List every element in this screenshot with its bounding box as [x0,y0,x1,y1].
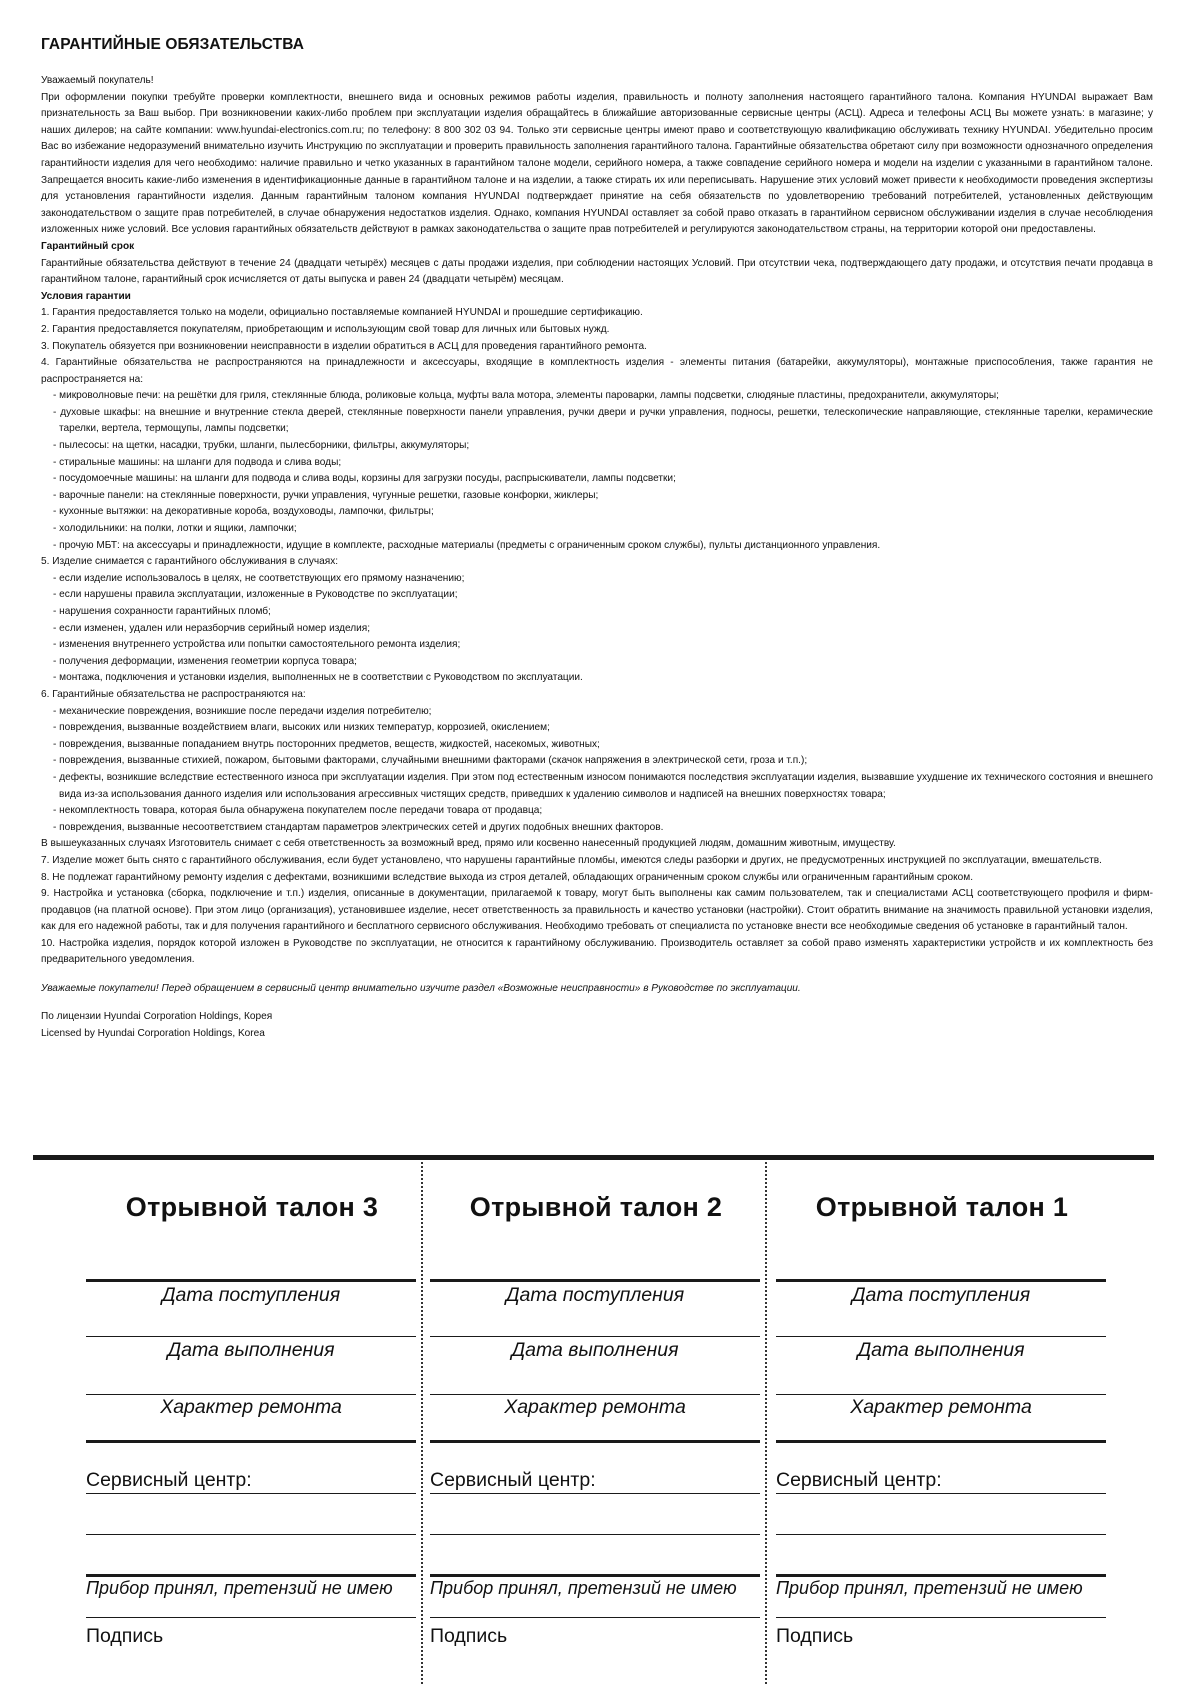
divider [86,1574,416,1577]
warranty-document [41,36,1153,1042]
signature-label: Подпись [86,1625,164,1647]
condition-4-item: - духовые шкафы: на внешние и внутренние стекла дверей, стеклянные поверхности панели управления, ручки двери и ручки управления, подносы, решетки, телескопические направляющие, стеклянные тарелки, керамические тарелки, вертела, термощупы, лампы подсветки; [53,406,1153,435]
divider [86,1440,416,1443]
divider [776,1617,1106,1618]
condition-6-item: - дефекты, возникшие вследствие естественного износа при эксплуатации изделия. При этом под естественным износом понимаются последствия эксплуатации изделия, вызвавшие ухудшение их технического состояния и внешнего вида из-за использования данного изделия или использования агрессивных чистящих средств, приведших к удалению символов и надписей на внешних поверхностях товара; [53,771,1153,800]
condition-6-item: - повреждения, вызванные стихией, пожаром, бытовыми факторами, случайными внешними факторами (скачок напряжения в электрической сети, гроза и т.п.); [53,755,808,767]
signature-label: Подпись [776,1625,854,1647]
tear-off-top-rule [33,1155,1154,1160]
condition-6: 6. Гарантийные обязательства не распространяются на: [41,688,306,700]
condition-3: 3. Покупатель обязуется при возникновении неисправности в изделии обратиться в АСЦ для проведения гарантийного ремонта. [41,340,647,352]
date-received-label: Дата поступления [505,1284,685,1306]
condition-4: 4. Гарантийные обязательства не распространяются на принадлежности и аксессуары, входящие в комплектность изделия - элементы питания (батарейки, аккумуляторы), монтажные приспособления, также гарантия не распространяется на: [41,357,1153,385]
accepted-label: Прибор принял, претензий не имею [86,1578,393,1598]
divider [430,1394,760,1395]
condition-6-item: - повреждения, вызванные несоответствием стандартам параметров электрических сетей и других подобных внешних факторов. [53,821,664,833]
condition-4-item: - микроволновые печи: на решётки для гриля, стеклянные блюда, роликовые кольца, муфты вала мотора, элементы пароварки, лампы подсветки, слюдяные пластины, предохранители, аккумуляторы; [53,390,999,402]
condition-5-item: - если нарушены правила эксплуатации, изложенные в Руководстве по эксплуатации; [53,589,458,601]
condition-10: 10. Настройка изделия, порядок которой изложен в Руководстве по эксплуатации, не относится к гарантийному обслуживанию. Производитель оставляет за собой право изменять характеристики устройств и их комплектность без предварительного уведомления. [41,937,1153,966]
condition-7: 7. Изделие может быть снято с гарантийного обслуживания, если будет установлено, что нарушены гарантийные пломбы, имеются следы разборки и других, не предусмотренных инструкцией по эксплуатации, вмешательств. [41,854,1102,866]
date-completed-label: Дата выполнения [511,1339,679,1361]
tear-line-1 [421,1162,423,1684]
divider [776,1534,1106,1535]
divider [86,1617,416,1618]
condition-5-item: - если изменен, удален или неразборчив серийный номер изделия; [53,622,371,634]
divider [86,1279,416,1282]
divider [430,1440,760,1443]
divider [86,1534,416,1535]
service-center-label: Сервисный центр: [86,1469,252,1491]
condition-4-item: - стиральные машины: на шланги для подвода и слива воды; [53,456,342,468]
condition-6-item: - повреждения, вызванные воздействием влаги, высоких или низких температур, коррозией, окислением; [53,722,550,734]
condition-1: 1. Гарантия предоставляется только на модели, официально поставляемые компанией HYUNDAI и прошедшие сертификацию. [41,307,643,319]
divider [430,1336,760,1337]
accepted-label: Прибор принял, претензий не имею [430,1578,737,1598]
divider [86,1493,416,1494]
customer-notice: Уважаемые покупатели! Перед обращением в сервисный центр внимательно изучите раздел «Возможные неисправности» в Руководстве по эксплуатации. [41,983,801,995]
condition-4-item: - кухонные вытяжки: на декоративные короба, воздуховоды, лампочки, фильтры; [53,506,434,518]
divider [776,1336,1106,1337]
divider [430,1493,760,1494]
coupon-title: Отрывной талон 2 [469,1192,723,1222]
divider [86,1394,416,1395]
divider [86,1336,416,1337]
intro-paragraph: При оформлении покупки требуйте проверки комплектности, внешнего вида и основных режимов работы изделия, правильность и полноту заполнения настоящего гарантийного талона. Компания HYUNDAI выражает Вам признательность за Ваш выбор. При возникновении каких-либо проблем при эксплуатации изделия обращайтесь в ближайшие авторизованные сервисные центры (АСЦ). Адреса и телефоны АСЦ Вы можете узнать: в магазине; у наших дилеров; на сайте компании: www.hyundai-electronics.com.ru; по телефону: 8 800 302 03 94. Только эти сервисные центры имеют право и соответствующую квалификацию обслуживать технику HYUNDAI. Убедительно просим Вас во избежание недоразумений внимательно изучить Инструкцию по эксплуатации и проверить правильность заполнения гарантийного талона. Гарантийные обязательства обретают силу при возможности однозначного определения гарантийности изделия для чего необходимо: наличие правильно и четко указанных в гарантийном талоне модели, серийного номера, а также совпадение серийного номера и модели на изделии с указанными в гарантийном талоне. Запрещается вносить какие-либо изменения в идентификационные данные в гарантийном талоне и на изделии, а также стирать их или переписывать. Нарушение этих условий может привести к необходимости проведения экспертизы для установления гарантийности изделия. Данным гарантийным талоном компания HYUNDAI подтверждает принятие на себя обязательств по удовлетворению требований потребителей, установленных действующим законодательством о защите прав потребителей, в случае обнаружения недостатков изделия. Однако, компания HYUNDAI оставляет за собой право отказать в гарантийном сервисном обслуживании изделия в случае несоблюдения изложенных ниже условий. Все условия гарантийных обязательств действуют в рамках законодательства о защите прав потребителей и регулируются законодательством страны, на территории которой они предоставлены. [41,91,1153,236]
condition-5-item: - монтажа, подключения и установки изделия, выполненных не в соответствии с Руководством по эксплуатации. [53,672,583,684]
coupon-title: Отрывной талон 3 [125,1192,379,1222]
condition-4-item: - пылесосы: на щетки, насадки, трубки, шланги, пылесборники, фильтры, аккумуляторы; [53,440,470,452]
condition-5: 5. Изделие снимается с гарантийного обслуживания в случаях: [41,556,339,568]
divider [430,1534,760,1535]
warranty-period-text: Гарантийные обязательства действуют в течение 24 (двадцати четырёх) месяцев с даты продажи изделия, при соблюдении настоящих Условий. При отсутствии чека, подтверждающего дату продажи, и отсутствия печати продавца в гарантийном талоне, гарантийный срок исчисляется от даты выпуска и равен 24 (двадцати четырём) месяцам. [41,257,1153,286]
divider [776,1574,1106,1577]
accepted-label: Прибор принял, претензий не имею [776,1578,1083,1598]
document-title: ГАРАНТИЙНЫЕ ОБЯЗАТЕЛЬСТВА [41,36,305,53]
divider [776,1394,1106,1395]
date-received-label: Дата поступления [161,1284,341,1306]
divider [776,1493,1106,1494]
repair-type-label: Характер ремонта [504,1396,686,1418]
license-en: Licensed by Hyundai Corporation Holdings, Korea [41,1028,265,1040]
signature-label: Подпись [430,1625,508,1647]
coupon-title: Отрывной талон 1 [815,1192,1069,1222]
divider [430,1617,760,1618]
tear-line-2 [765,1162,767,1684]
condition-5-item: - получения деформации, изменения геометрии корпуса товара; [53,655,357,667]
divider [430,1279,760,1282]
service-center-label: Сервисный центр: [430,1469,596,1491]
condition-8: 8. Не подлежат гарантийному ремонту изделия с дефектами, возникшими вследствие выхода из строя деталей, обладающих ограниченным сроком службы или ограниченным гарантийным сроком. [41,871,974,883]
divider [776,1279,1106,1282]
service-center-label: Сервисный центр: [776,1469,942,1491]
condition-4-item: - прочую МБТ: на аксессуары и принадлежности, идущие в комплекте, расходные материалы (предметы с ограниченным сроком службы), пульты дистанционного управления. [53,539,881,551]
liability-text: В вышеуказанных случаях Изготовитель снимает с себя ответственность за возможный вред, прямо или косвенно нанесенный продукцией людям, домашним животным, имуществу. [41,838,896,850]
greeting: Уважаемый покупатель! [41,75,154,86]
license-ru: По лицензии Hyundai Corporation Holdings, Корея [41,1011,273,1023]
date-received-label: Дата поступления [851,1284,1031,1306]
condition-6-item: - повреждения, вызванные попаданием внутрь посторонних предметов, веществ, жидкостей, насекомых, животных; [53,738,600,750]
repair-type-label: Характер ремонта [850,1396,1032,1418]
condition-4-item: - варочные панели: на стеклянные поверхности, ручки управления, чугунные решетки, газовые конфорки, жиклеры; [53,489,599,501]
conditions-heading: Условия гарантии [41,290,131,302]
condition-6-item: - некомплектность товара, которая была обнаружена покупателем после передачи товара от продавца; [53,805,543,817]
condition-5-item: - если изделие использовалось в целях, не соответствующих его прямому назначению; [53,572,465,584]
date-completed-label: Дата выполнения [857,1339,1025,1361]
repair-type-label: Характер ремонта [160,1396,342,1418]
warranty-period-heading: Гарантийный срок [41,240,135,252]
document-body [41,73,1153,969]
condition-6-item: - механические повреждения, возникшие после передачи изделия потребителю; [53,705,432,717]
divider [776,1440,1106,1443]
condition-4-item: - посудомоечные машины: на шланги для подвода и слива воды, корзины для загрузки посуды, распрыскиватели, лампы подсветки; [53,473,676,485]
condition-4-item: - холодильники: на полки, лотки и ящики, лампочки; [53,523,297,535]
license-block [41,1008,1153,1042]
condition-2: 2. Гарантия предоставляется покупателям, приобретающим и использующим свой товар для личных или бытовых нужд. [41,323,610,335]
divider [430,1574,760,1577]
condition-9: 9. Настройка и установка (сборка, подключение и т.п.) изделия, описанные в документации, прилагаемой к товару, могут быть выполнены как самим пользователем, так и специалистами АСЦ соответствующего профиля и фирм-продавцов (на платной основе). При этом лицо (организация), установившее изделие, несет ответственность за правильность и качество установки (настройки). Стоит обратить внимание на значимость правильной установки изделия, как для его надежной работы, так и для получения гарантийного и бесплатного сервисного обслуживания. Необходимо требовать от специалиста по установке внести все необходимые сведения об установке в гарантийный талон. [41,888,1153,933]
date-completed-label: Дата выполнения [167,1339,335,1361]
condition-5-item: - изменения внутреннего устройства или попытки самостоятельного ремонта изделия; [53,639,461,651]
condition-5-item: - нарушения сохранности гарантийных пломб; [53,606,271,617]
